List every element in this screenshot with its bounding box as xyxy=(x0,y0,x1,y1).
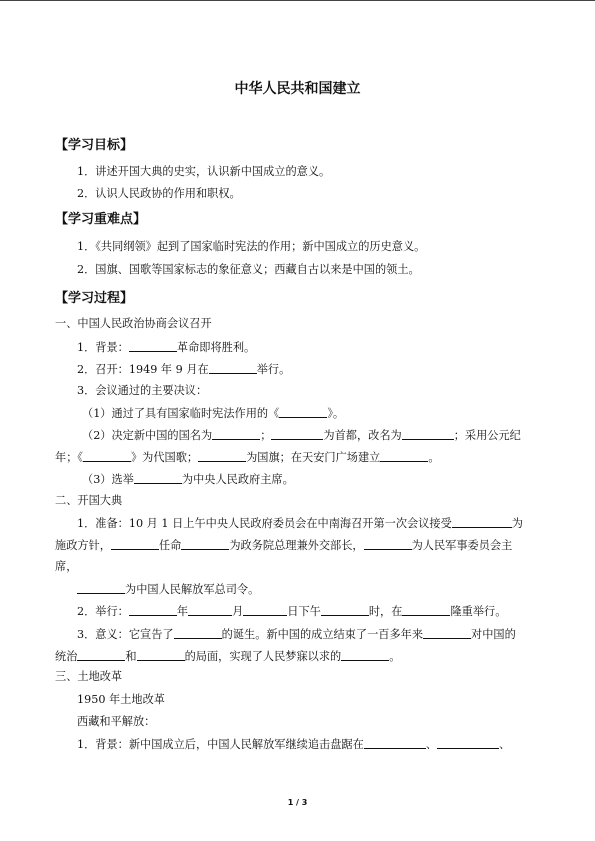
question-line: （3）选举 为中央人民政府主席。 xyxy=(82,473,294,486)
answer-blank[interactable] xyxy=(111,538,159,550)
goal-item: 2．认识人民政协的作用和职权。 xyxy=(77,187,241,200)
question-line: 席， xyxy=(55,560,78,573)
question-line: 为中国人民解放军总司令。 xyxy=(77,582,259,597)
answer-blank[interactable] xyxy=(188,604,232,616)
question-line: （1）通过了具有国家临时宪法作用的《 》。 xyxy=(82,407,345,420)
answer-blank[interactable] xyxy=(271,428,323,440)
section-heading-keypoints: 【学习重难点】 xyxy=(55,212,147,227)
answer-blank[interactable] xyxy=(402,604,450,616)
subheading: 西藏和平解放： xyxy=(77,715,156,728)
page-top-border xyxy=(0,0,595,1)
subheading: 1950 年土地改革 xyxy=(77,693,165,706)
part3-heading: 三、土地改革 xyxy=(55,670,123,683)
answer-blank[interactable] xyxy=(423,627,471,639)
question-line: 统治 和 的局面，实现了人民梦寐以求的 。 xyxy=(55,650,401,663)
answer-blank[interactable] xyxy=(452,516,512,528)
answer-blank[interactable] xyxy=(380,450,428,462)
answer-blank[interactable] xyxy=(402,428,454,440)
answer-blank[interactable] xyxy=(364,538,412,550)
answer-blank[interactable] xyxy=(77,582,125,594)
answer-blank[interactable] xyxy=(212,428,260,440)
question-line: 1．背景： 革命即将胜利。 xyxy=(77,341,256,354)
answer-blank[interactable] xyxy=(279,406,327,418)
answer-blank[interactable] xyxy=(129,604,177,616)
question-line: （2）决定新中国的国名为 ； 为首都，改名为 ；采用公元纪 xyxy=(82,429,521,442)
keypoint-item: 1．《共同纲领》起到了国家临时宪法的作用；新中国成立的历史意义。 xyxy=(77,240,426,253)
answer-blank[interactable] xyxy=(134,472,182,484)
keypoint-item: 2．国旗、国歌等国家标志的象征意义；西藏自古以来是中国的领土。 xyxy=(77,263,420,276)
answer-blank[interactable] xyxy=(137,649,185,661)
answer-blank[interactable] xyxy=(341,649,389,661)
section-heading-process: 【学习过程】 xyxy=(55,291,134,306)
answer-blank[interactable] xyxy=(77,649,125,661)
question-line: 1．准备：10 月 1 日上午中央人民政府委员会在中南海召开第一次会议接受 为 xyxy=(77,517,523,530)
question-line: 3．意义：它宣告了 的诞生。新中国的成立结束了一百多年来 对中国的 xyxy=(77,628,516,641)
answer-blank[interactable] xyxy=(243,604,287,616)
question-line: 施政方针， 任命 为政务院总理兼外交部长， 为人民军事委员会主 xyxy=(55,539,513,552)
answer-blank[interactable] xyxy=(174,627,222,639)
page-number: 1 / 3 xyxy=(287,798,308,807)
goal-item: 1．讲述开国大典的史实，认识新中国成立的意义。 xyxy=(77,165,331,178)
question-line: 1．背景：新中国成立后，中国人民解放军继续追击盘踞在 、 、 xyxy=(77,738,511,751)
answer-blank[interactable] xyxy=(437,737,499,749)
section-heading-goals: 【学习目标】 xyxy=(55,138,134,153)
answer-blank[interactable] xyxy=(83,450,131,462)
part1-heading: 一、中国人民政治协商会议召开 xyxy=(55,317,212,330)
part2-heading: 二、开国大典 xyxy=(55,494,123,507)
answer-blank[interactable] xyxy=(181,538,229,550)
question-line: 3．会议通过的主要决议： xyxy=(77,384,208,397)
question-line: 2．召开：1949 年 9 月在 举行。 xyxy=(77,363,291,376)
question-line: 年；《 》为代国歌； 为国旗；在天安门广场建立 。 xyxy=(55,451,440,464)
answer-blank[interactable] xyxy=(321,604,369,616)
answer-blank[interactable] xyxy=(364,737,426,749)
answer-blank[interactable] xyxy=(129,340,177,352)
answer-blank[interactable] xyxy=(198,450,246,462)
answer-blank[interactable] xyxy=(209,362,257,374)
question-line: 2．举行： 年 月 日下午 时，在 隆重举行。 xyxy=(77,605,507,618)
page-title: 中华人民共和国建立 xyxy=(234,81,361,97)
